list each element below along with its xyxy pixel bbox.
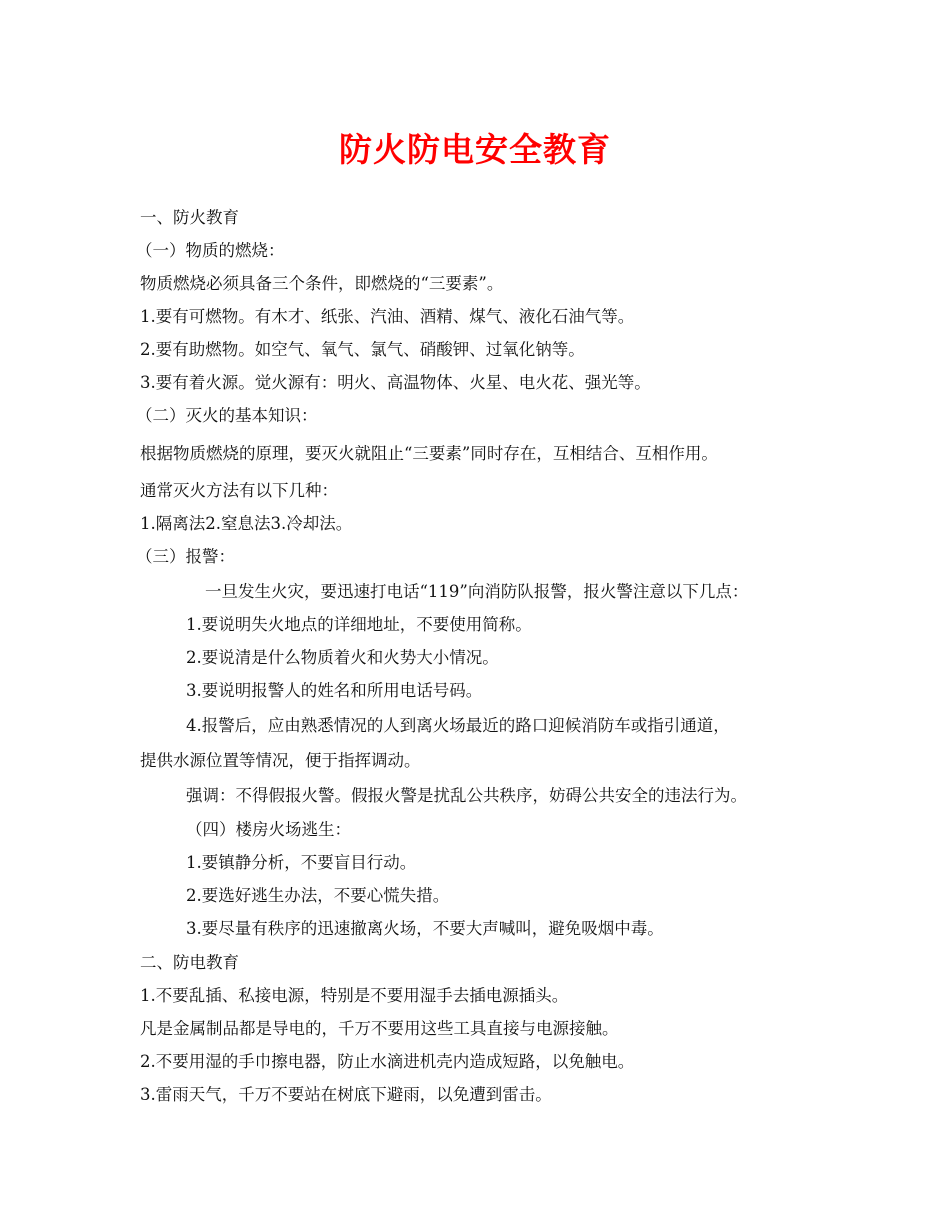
section-heading-electric: 二、防电教育 xyxy=(140,953,239,972)
page-title: 防火防电安全教育 xyxy=(339,130,611,169)
paragraph: 凡是金属制品都是导电的，千万不要用这些工具直接与电源接触。 xyxy=(140,1019,619,1038)
subsection-heading: （二）灭火的基本知识： xyxy=(136,406,318,425)
paragraph: 物质燃烧必须具备三个条件，即燃烧的“三要素”。 xyxy=(140,274,504,293)
list-item: 2.要选好逃生办法，不要心慌失措。 xyxy=(186,886,450,905)
list-item: 2.不要用湿的手巾擦电器，防止水滴进机壳内造成短路，以免触电。 xyxy=(140,1052,635,1071)
subsection-heading: （一）物质的燃烧： xyxy=(136,241,285,260)
list-item: 1.要镇静分析，不要盲目行动。 xyxy=(186,853,417,872)
list-item: 1.要说明失火地点的详细地址，不要使用简称。 xyxy=(186,615,532,634)
list-item: 2.要有助燃物。如空气、氧气、氯气、硝酸钾、过氧化钠等。 xyxy=(140,340,585,359)
paragraph: 1.隔离法2.窒息法3.冷却法。 xyxy=(140,514,353,533)
list-item: 3.要有着火源。觉火源有：明火、高温物体、火星、电火花、强光等。 xyxy=(140,373,651,392)
subsection-heading: （三）报警： xyxy=(136,547,235,566)
emphasis-note: 强调：不得假报火警。假报火警是扰乱公共秩序，妨碍公共安全的违法行为。 xyxy=(186,786,747,805)
list-item: 1.要有可燃物。有木才、纸张、汽油、酒精、煤气、液化石油气等。 xyxy=(140,307,635,326)
list-item: 3.雷雨天气，千万不要站在树底下避雨，以免遭到雷击。 xyxy=(140,1085,552,1104)
section-heading-fire: 一、防火教育 xyxy=(140,208,239,227)
list-item: 4.报警后，应由熟悉情况的人到离火场最近的路口迎候消防车或指引通道， xyxy=(186,716,730,735)
paragraph: 一旦发生火灾，要迅速打电话“119”向消防队报警，报火警注意以下几点： xyxy=(205,582,749,601)
list-item: 2.要说清是什么物质着火和火势大小情况。 xyxy=(186,648,499,667)
subsection-heading: （四）楼房火场逃生： xyxy=(186,820,351,839)
paragraph: 根据物质燃烧的原理，要灭火就阻止“三要素”同时存在，互相结合、互相作用。 xyxy=(140,444,718,463)
list-item: 3.要说明报警人的姓名和所用电话号码。 xyxy=(186,681,483,700)
paragraph: 通常灭火方法有以下几种： xyxy=(140,481,338,500)
list-item: 3.要尽量有秩序的迅速撤离火场，不要大声喊叫，避免吸烟中毒。 xyxy=(186,919,664,938)
list-item: 1.不要乱插、私接电源，特别是不要用湿手去插电源插头。 xyxy=(140,986,569,1005)
paragraph: 提供水源位置等情况，便于指挥调动。 xyxy=(140,751,421,770)
